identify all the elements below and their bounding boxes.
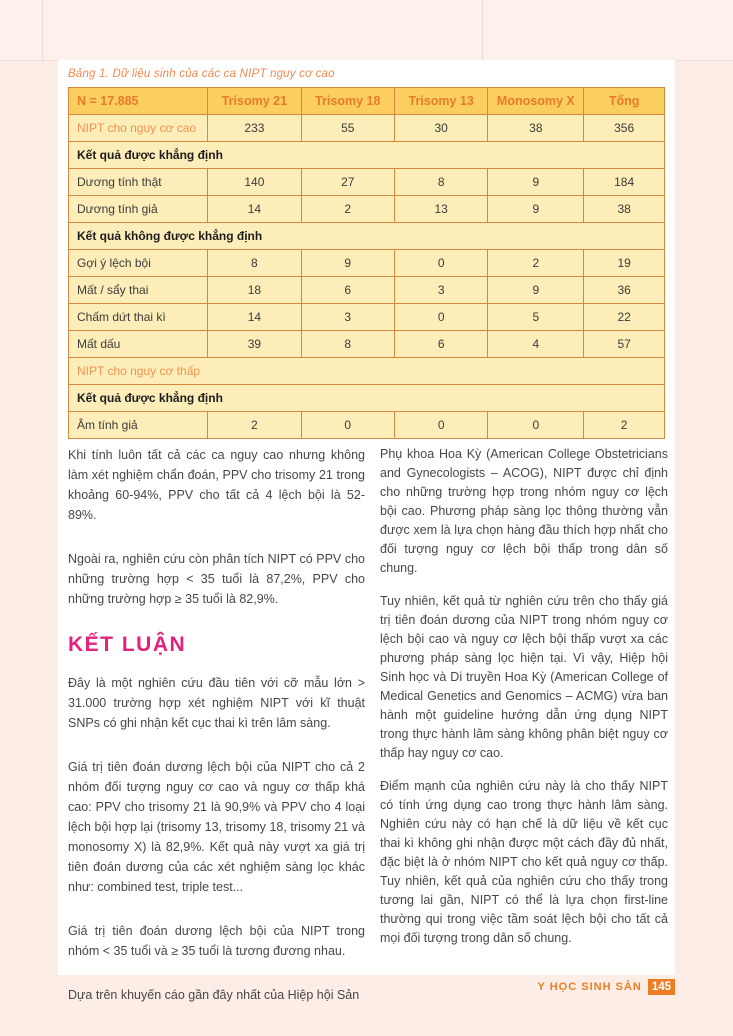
body-paragraph: Giá trị tiên đoán dương lệch bội của NIPT trong nhóm < 35 tuổi và ≥ 35 tuổi là tương đương nhau. (68, 924, 365, 958)
value-cell: 0 (394, 304, 487, 331)
table-row (69, 331, 665, 358)
top-band-grid-line (42, 0, 43, 60)
value-cell: 39 (208, 331, 301, 358)
value-cell: 8 (394, 169, 487, 196)
value-cell: 19 (584, 250, 665, 277)
value-cell: 0 (488, 412, 584, 439)
table-row (69, 169, 665, 196)
value-cell: 8 (208, 250, 301, 277)
value-cell: 57 (584, 331, 665, 358)
journal-name: Y HỌC SINH SẢN (537, 980, 642, 993)
conclusion-heading: KẾT LUẬN (68, 633, 187, 656)
value-cell: 30 (394, 115, 487, 142)
value-cell: 6 (301, 277, 394, 304)
value-cell: 18 (208, 277, 301, 304)
column-header: Trisomy 13 (394, 88, 487, 115)
page-footer (538, 978, 675, 995)
column-header: Trisomy 18 (301, 88, 394, 115)
value-cell: 0 (301, 412, 394, 439)
value-cell: 0 (394, 412, 487, 439)
value-cell: 9 (488, 169, 584, 196)
value-cell: 9 (488, 196, 584, 223)
value-cell: 9 (301, 250, 394, 277)
value-cell: 0 (394, 250, 487, 277)
value-cell: 9 (488, 277, 584, 304)
right-text-column (380, 445, 668, 962)
table-row (69, 196, 665, 223)
body-paragraph: Phụ khoa Hoa Kỳ (American College Obstetricians and Gynecologists – ACOG), NIPT được chỉ định cho những trường hợp trong nhóm nguy cơ lệch bội cao. Phương pháp sàng lọc thông thường vẫn được xem là lựa chọn hàng đầu thích hợp nhất cho đối tượng nguy cơ lệch bội thấp trong dân số chung. (380, 447, 668, 575)
value-cell: 14 (208, 196, 301, 223)
body-paragraph: Tuy nhiên, kết quả từ nghiên cứu trên cho thấy giá trị tiên đoán dương của NIPT trong nhóm nguy cơ lệch bội cao và nguy cơ lệch bội thấp vượt xa các phương pháp sàng lọc hiện tại. Vì vậy, Hiệp hội Sinh học và Di truyền Hoa Kỳ (American College of Medical Genetics and Genomics – ACMG) vừa ban hành một guideline hướng dẫn ứng dụng NIPT trong thực hành lâm sàng không phân biệt nguy cơ thấp hay nguy cơ cao. (380, 594, 668, 760)
body-paragraph: Dựa trên khuyến cáo gần đây nhất của Hiệp hội Sản (68, 988, 360, 1002)
value-cell: 2 (301, 196, 394, 223)
body-paragraph: Điểm mạnh của nghiên cứu này là cho thấy NIPT có tính ứng dụng cao trong thực hành lâm sàng. Nghiên cứu này có hạn chế là dữ liệu về kết cục thai kì không ghi nhận được một cách đầy đủ nhất, đặc biệt là ở nhóm NIPT cho kết quả nguy cơ thấp. Tuy nhiên, kết quả của nghiên cứu cho thấy trong tương lai gần, NIPT có thể là lựa chọn first-line thường qui trong việc tầm soát lệch bội cho tất cả mọi đối tượng trong dân số chung. (380, 779, 668, 945)
row-label: Gợi ý lệch bội (69, 250, 208, 277)
value-cell: 38 (584, 196, 665, 223)
value-cell: 184 (584, 169, 665, 196)
value-cell: 8 (301, 331, 394, 358)
table-row (69, 142, 665, 169)
value-cell: 5 (488, 304, 584, 331)
table-row (69, 277, 665, 304)
column-header: Trisomy 21 (208, 88, 301, 115)
table-row (69, 250, 665, 277)
column-header: Monosomy X (488, 88, 584, 115)
section-row-label: NIPT cho nguy cơ thấp (69, 358, 665, 385)
section-row-label: Kết quả không được khẳng định (69, 223, 665, 250)
value-cell: 233 (208, 115, 301, 142)
left-text-column (68, 445, 365, 1029)
nipt-table-body (69, 115, 665, 439)
value-cell: 2 (488, 250, 584, 277)
value-cell: 13 (394, 196, 487, 223)
value-cell: 27 (301, 169, 394, 196)
body-paragraph: Giá trị tiên đoán dương lệch bội của NIPT cho cả 2 nhóm đối tượng nguy cơ cao và nguy cơ thấp khá cao: PPV cho trisomy 21 là 90,9% và PPV cho 4 loại lệch bội hợp lại (trisomy 13, trisomy 18, trisomy 21 và monosomy X) là 82,9%. Kết quả này vượt xa giá trị tiên đoán dương của các xét nghiệm sàng lọc khác như: combined test, triple test... (68, 760, 365, 894)
nipt-table-head-row (69, 88, 665, 115)
section-row-label: Kết quả được khẳng định (69, 142, 665, 169)
column-header: Tổng (584, 88, 665, 115)
table-row (69, 304, 665, 331)
value-cell: 55 (301, 115, 394, 142)
row-label: NIPT cho nguy cơ cao (69, 115, 208, 142)
value-cell: 140 (208, 169, 301, 196)
nipt-results-table (68, 87, 665, 439)
row-label: Âm tính giả (69, 412, 208, 439)
top-margin-band (0, 0, 733, 61)
body-paragraph: Khi tính luôn tất cả các ca nguy cao nhưng không làm xét nghiệm chẩn đoán, PPV cho trisomy 21 trong khoảng 60-94%, PPV cho tất cả 4 lệch bội là 52-89%. (68, 448, 365, 522)
body-paragraph: Ngoài ra, nghiên cứu còn phân tích NIPT có PPV cho những trường hợp < 35 tuổi là 87,2%, PPV cho những trường hợp ≥ 35 tuổi là 82,9%. (68, 552, 365, 606)
section-row-label: Kết quả được khẳng định (69, 385, 665, 412)
value-cell: 2 (584, 412, 665, 439)
value-cell: 3 (301, 304, 394, 331)
table-row (69, 223, 665, 250)
table-caption: Bảng 1. Dữ liệu sinh của các ca NIPT nguy cơ cao (68, 68, 335, 80)
table-row (69, 385, 665, 412)
value-cell: 2 (208, 412, 301, 439)
value-cell: 3 (394, 277, 487, 304)
row-label: Dương tính thật (69, 169, 208, 196)
page-number-badge: 145 (648, 979, 675, 995)
value-cell: 36 (584, 277, 665, 304)
top-band-grid-line (482, 0, 483, 60)
value-cell: 4 (488, 331, 584, 358)
value-cell: 6 (394, 331, 487, 358)
column-header: N = 17.885 (69, 88, 208, 115)
row-label: Mất / sẩy thai (69, 277, 208, 304)
row-label: Chấm dứt thai kì (69, 304, 208, 331)
value-cell: 22 (584, 304, 665, 331)
row-label: Mất dấu (69, 331, 208, 358)
table-row (69, 115, 665, 142)
table-row (69, 358, 665, 385)
body-paragraph: Đây là một nghiên cứu đầu tiên với cỡ mẫu lớn > 31.000 trường hợp xét nghiệm NIPT với kĩ thuật SNPs có ghi nhận kết cục thai kì trên lâm sàng. (68, 676, 365, 730)
table-row (69, 412, 665, 439)
value-cell: 38 (488, 115, 584, 142)
value-cell: 14 (208, 304, 301, 331)
value-cell: 356 (584, 115, 665, 142)
row-label: Dương tính giả (69, 196, 208, 223)
